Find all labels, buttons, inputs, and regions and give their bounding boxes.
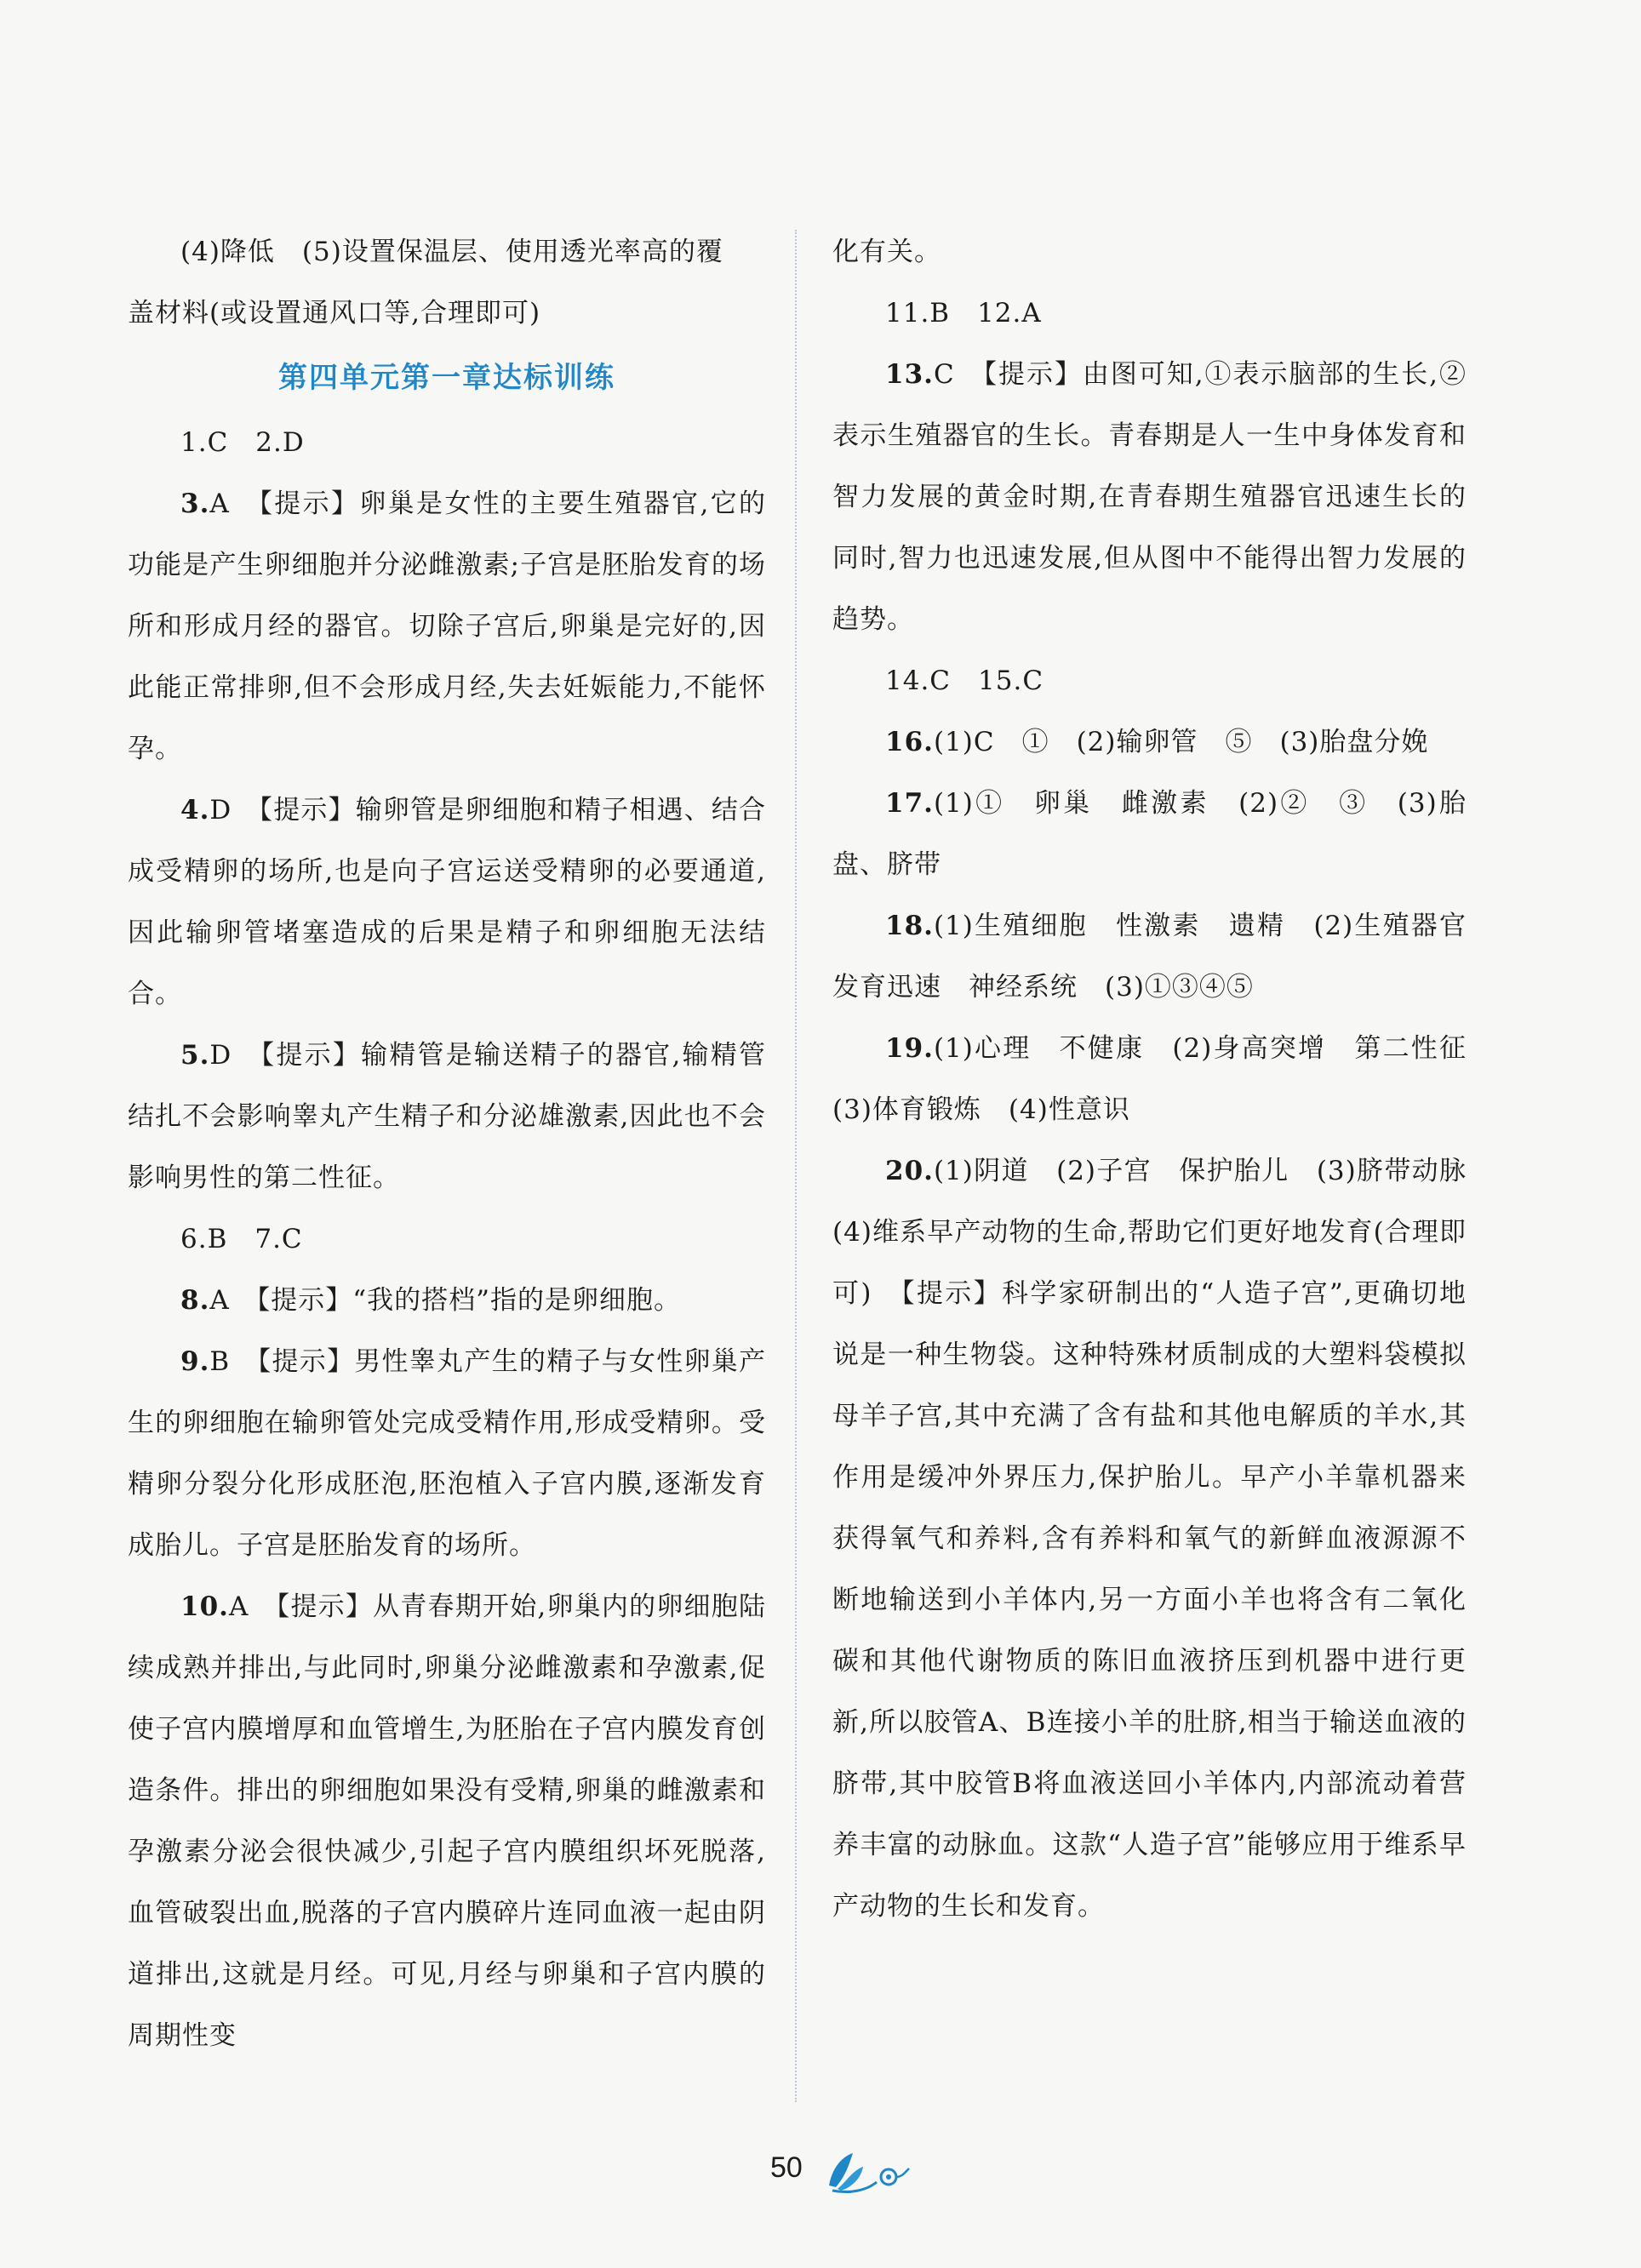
answer-9-text: B 【提示】男性睾丸产生的精子与女性卵巢产生的卵细胞在输卵管处完成受精作用,形成受精卵。受精卵分裂分化形成胚泡,胚泡植入子宫内膜,逐渐发育成胎儿。子宫是胚胎发育的场所。 (128, 1346, 766, 1561)
column-divider (795, 230, 797, 2102)
intro-line-1: (4)降低 (5)设置保温层、使用透光率高的覆 (180, 237, 723, 267)
answer-16-number: 16. (885, 727, 934, 757)
answer-19-text: (1)心理 不健康 (2)身高突增 第二性征 (3)体育锻炼 (4)性意识 (832, 1033, 1494, 1125)
answer-20 (832, 1140, 1494, 1937)
answer-3 (128, 473, 766, 780)
answer-10 (128, 1576, 766, 2066)
answer-8 (128, 1270, 766, 1331)
answer-19 (832, 1018, 1494, 1140)
page-footer (0, 2145, 1641, 2204)
answer-5-text: D 【提示】输精管是输送精子的器官,输精管结扎不会影响睾丸产生精子和分泌雄激素,因此也不会影响男性的第二性征。 (128, 1040, 766, 1193)
answer-10-text: A 【提示】从青春期开始,卵巢内的卵细胞陆续成熟并排出,与此同时,卵巢分泌雌激素和孕激素,促使子宫内膜增厚和血管增生,为胚胎在子宫内膜发育创造条件。排出的卵细胞如果没有受精,卵巢的雌激素和孕激素分泌会很快减少,引起子宫内膜组织坏死脱落,血管破裂出血,脱落的子宫内膜碎片连同血液一起由阴道排出,这就是月经。可见,月经与卵巢和子宫内膜的周期性变 (128, 1591, 766, 2051)
answer-9 (128, 1331, 766, 1576)
answer-3-number: 3. (180, 488, 210, 519)
answer-10-continuation: 化有关。 (832, 237, 941, 267)
answer-18-number: 18. (885, 911, 934, 941)
answer-10-number: 10. (180, 1591, 229, 1622)
answer-11-12: 11.B 12.A (885, 298, 1042, 328)
answer-20-number: 20. (885, 1156, 934, 1186)
answer-19-number: 19. (885, 1033, 934, 1064)
answer-1-2: 1.C 2.D (180, 427, 305, 458)
intro-line-2: 盖材料(或设置通风口等,合理即可) (128, 298, 541, 328)
answer-17-text: (1)① 卵巢 雌激素 (2)② ③ (3)胎盘、脐带 (832, 788, 1467, 880)
right-column (832, 221, 1494, 1937)
answer-20-text: (1)阴道 (2)子宫 保护胎儿 (3)脐带动脉 (4)维系早产动物的生命,帮助它们更好地发育(合理即可) 【提示】科学家研制出的“人造子宫”,更确切地说是一种生物袋。这种特殊材质制成的大塑料袋模拟母羊子宫,其中充满了含有盐和其他电解质的羊水,其作用是缓冲外界压力,保护胎儿。早产小羊靠机器来获得氧气和养料,含有养料和氧气的新鲜血液源源不断地输送到小羊体内,另一方面小羊也将含有二氧化碳和其他代谢物质的陈旧血液挤压到机器中进行更新,所以胶管A、B连接小羊的肚脐,相当于输送血液的脐带,其中胶管B将血液送回小羊体内,内部流动着营养丰富的动脉血。这款“人造子宫”能够应用于维系早产动物的生长和发育。 (832, 1156, 1494, 1922)
answer-4-text: D 【提示】输卵管是卵细胞和精子相遇、结合成受精卵的场所,也是向子宫运送受精卵的必要通道,因此输卵管堵塞造成的后果是精子和卵细胞无法结合。 (128, 795, 766, 1009)
answer-9-number: 9. (180, 1346, 210, 1377)
answer-8-number: 8. (180, 1285, 210, 1316)
answer-18-text: (1)生殖细胞 性激素 遗精 (2)生殖器官发育迅速 神经系统 (3)①③④⑤ (832, 911, 1467, 1003)
answer-8-text: A 【提示】“我的搭档”指的是卵细胞。 (209, 1285, 681, 1316)
answer-17 (832, 773, 1467, 895)
answer-4-number: 4. (180, 795, 210, 826)
answer-14-15: 14.C 15.C (885, 666, 1044, 696)
answer-4 (128, 780, 766, 1025)
answer-13-number: 13. (885, 359, 934, 390)
answer-5 (128, 1025, 766, 1208)
page-number: 50 (770, 2151, 803, 2184)
section-title: 第四单元第一章达标训练 (278, 361, 615, 395)
answer-13 (832, 344, 1467, 650)
answer-13-text: C 【提示】由图可知,①表示脑部的生长,②表示生殖器官的生长。青春期是人一生中身体发育和智力发展的黄金时期,在青春期生殖器官迅速生长的同时,智力也迅速发展,但从图中不能得出智力发展的趋势。 (832, 359, 1467, 635)
answer-5-number: 5. (180, 1040, 210, 1071)
answer-16-text: (1)C ① (2)输卵管 ⑤ (3)胎盘分娩 (933, 727, 1429, 757)
answer-6-7: 6.B 7.C (180, 1224, 303, 1254)
answer-3-text: A 【提示】卵巢是女性的主要生殖器官,它的功能是产生卵细胞并分泌雌激素;子宫是胚胎发育的场所和形成月经的器官。切除子宫后,卵巢是完好的,因此能正常排卵,但不会形成月经,失去妊娠能力,不能怀孕。 (128, 488, 766, 764)
left-column (128, 221, 766, 2066)
answer-18 (832, 895, 1467, 1018)
answer-16 (832, 711, 1467, 773)
leaf-swirl-icon (824, 2148, 918, 2199)
answer-17-number: 17. (885, 788, 934, 819)
